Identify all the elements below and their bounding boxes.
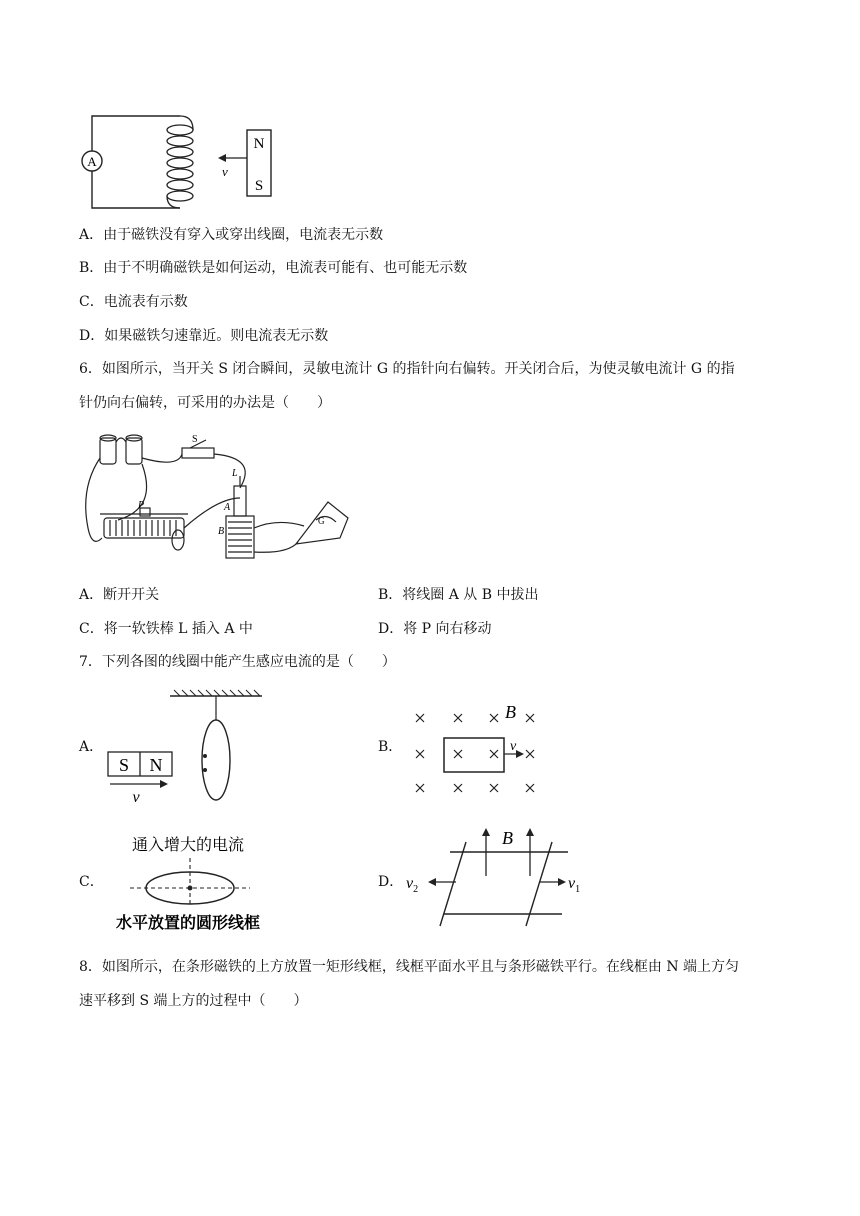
q6-option-a-letter: A． [79, 587, 104, 603]
q5-option-d: D．如果磁铁匀速靠近。则电流表无示数 [79, 328, 329, 344]
magnet-n-label: N [149, 755, 163, 775]
q6-option-a-text: 断开开关 [103, 587, 160, 603]
battery-1 [100, 438, 116, 464]
ammeter-label: A [87, 154, 97, 169]
q6-option-a [79, 585, 159, 605]
q7-c-figure [108, 830, 278, 934]
slider-label: P [138, 500, 145, 511]
magnet-s-label: S [254, 178, 264, 194]
field-label: B [502, 828, 513, 848]
switch-label: S [192, 434, 198, 445]
q5-option-b: B．由于不明确磁铁是如何运动，电流表可能有、也可能无示数 [79, 260, 468, 276]
q7-c-label: C． [79, 874, 104, 890]
q7-a-figure [104, 686, 274, 806]
q6-option-c-letter: C． [79, 621, 104, 637]
q5-option-c: C．电流表有示数 [79, 294, 188, 310]
velocity-label: v [222, 164, 228, 179]
q7-a-label: A． [79, 739, 104, 755]
q8-stem-line1: 8．如图所示，在条形磁铁的上方放置一矩形线框，线框平面水平且与条形磁铁平行。在线框由 N 端上方匀 [79, 959, 740, 975]
bottom-caption: 水平放置的圆形线框 [115, 913, 261, 932]
velocity-label: v [132, 789, 140, 806]
coil-a [234, 486, 246, 516]
magnet-s-label: S [118, 755, 130, 775]
q6-option-d [378, 619, 492, 639]
q8-stem-line2: 速平移到 S 端上方的过程中（ ） [79, 993, 308, 1009]
q6-option-d-letter: D． [378, 621, 404, 637]
coil-b-label: B [218, 526, 225, 537]
velocity-label: v [510, 739, 517, 754]
hanging-ring [202, 720, 230, 800]
q6-option-b-letter: B． [378, 587, 403, 603]
q6-apparatus-figure [78, 428, 358, 568]
magnet-n-label: N [253, 136, 265, 152]
q7-d-figure [404, 822, 594, 932]
q6-option-b-text: 将线圈 A 从 B 中拔出 [402, 587, 539, 603]
field-label: B [505, 702, 516, 722]
v2-label: $v_2$ [406, 875, 419, 895]
q7-b-label: B． [378, 739, 403, 755]
q7-stem: 7．下列各图的线圈中能产生感应电流的是（ ） [79, 654, 396, 670]
galvanometer-label: G [318, 516, 325, 526]
solenoid-coil [167, 116, 193, 208]
v1-label: $v_1$ [568, 875, 581, 895]
switch-base [182, 448, 214, 458]
rod-label: L [232, 468, 238, 479]
q6-option-c [79, 619, 253, 639]
q6-option-c-text: 将一软铁棒 L 插入 A 中 [103, 621, 253, 637]
q5-option-a: A．由于磁铁没有穿入或穿出线圈，电流表无示数 [79, 227, 384, 243]
battery-2 [126, 438, 142, 464]
q6-stem-line2: 针仍向右偏转，可采用的办法是（ ） [79, 395, 331, 411]
q6-option-b [378, 585, 539, 605]
q6-option-d-text: 将 P 向右移动 [403, 621, 492, 637]
q6-stem-line1: 6．如图所示，当开关 S 闭合瞬间，灵敏电流计 G 的指针向右偏转。开关闭合后，为使灵敏电流计 G 的指 [79, 361, 735, 377]
top-caption: 通入增大的电流 [131, 835, 245, 854]
q5-circuit-figure [80, 108, 280, 218]
coil-a-label: A [224, 502, 231, 513]
q7-d-label: D． [378, 874, 404, 890]
q7-b-figure [406, 700, 546, 800]
